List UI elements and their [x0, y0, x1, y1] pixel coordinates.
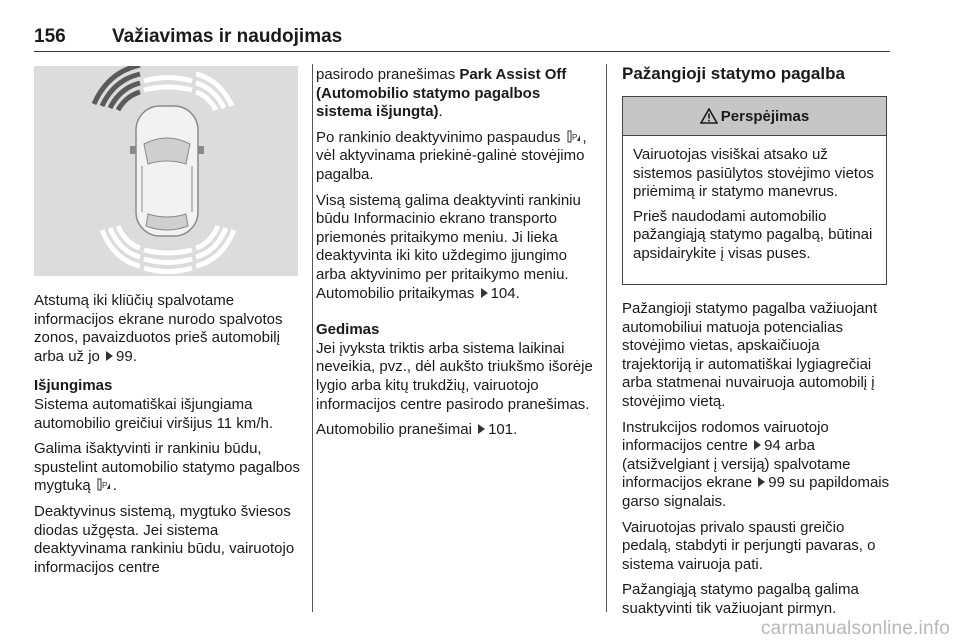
- vehicle-messages-text: Automobilio pranešimai: [316, 421, 472, 439]
- manual-off-paragraph: [34, 440, 306, 496]
- page-reference: 101.: [488, 421, 518, 439]
- menu-deactivation-paragraph: [316, 192, 600, 304]
- advanced-assist-text: Pažangioji statymo pagalba važiuojant automobiliui matuoja potencialias stovėjimo vietas, apskaičiuoja trajektoriją ir automatiškai lygiagrečiai arba statmenai nuvairuoja automobilį į stovėjimo vietą.: [622, 300, 878, 410]
- page-reference: 99.: [116, 347, 137, 365]
- watermark: carmanualsonline.info: [760, 618, 950, 639]
- arrow-reference-icon: [754, 440, 761, 450]
- warning-triangle-icon: [700, 108, 718, 124]
- section-title: Pažangioji statymo pagalba: [622, 64, 845, 83]
- middle-column: [316, 66, 600, 451]
- distance-text: Atstumą iki kliūčių spalvotame informacijos ekrane nurodo spalvotos zonos, pavaizduotos prieš automobilį arba už jo: [34, 292, 283, 365]
- section-heading-fault: Gedimas: [316, 321, 380, 339]
- instructions-ref-1: 94 arba (atsižvelgiant į versiją) spalvotame informacijos ekrane: [622, 437, 851, 492]
- message-paragraph: [316, 66, 600, 122]
- warning-body: [623, 136, 886, 264]
- svg-text:P: P: [101, 481, 108, 491]
- off-section: [34, 377, 306, 433]
- punctuation: .: [438, 103, 443, 121]
- warning-box: [622, 96, 887, 285]
- page-header: [34, 18, 890, 52]
- driver-duties-text: Vairuotojas privalo spausti greičio pedalą, stabdyti ir perjungti pavaras, o sistema vairuoja pati.: [622, 518, 876, 573]
- led-text: Deaktyvinus sistemą, mygtuko šviesos diodas užgęsta. Jei sistema deaktyvinama rankiniu būdu, vairuotojo informacijos centre: [34, 502, 295, 576]
- manual-off-text: Galima išaktyvinti ir rankiniu būdu, spustelint automobilio statymo pagalbos mygtuką: [34, 440, 300, 495]
- auto-off-text: Sistema automatiškai išjungiama automobilio greičiui viršijus 11 km/h.: [34, 395, 273, 432]
- warning-header: [623, 97, 886, 136]
- right-column: [622, 300, 890, 626]
- reactivation-text-a: Po rankinio deaktyvinimo paspaudus: [316, 128, 561, 146]
- page-number: 156: [34, 26, 66, 47]
- message-intro: pasirodo pranešimas: [316, 66, 456, 83]
- distance-paragraph: [34, 292, 306, 366]
- fault-section: [316, 321, 600, 414]
- section-heading-off: Išjungimas: [34, 377, 113, 395]
- park-assist-button-icon: [97, 478, 111, 491]
- svg-text:P: P: [571, 132, 577, 142]
- instructions-ref-2: 99 su papildomais garso signalais.: [622, 474, 890, 510]
- warning-text-2: Prieš naudodami automobilio pažangiąją statymo pagalbą, būtinai apsidairykite į visas puses.: [633, 207, 873, 262]
- warning-text-1: Vairuotojas visiškai atsako už sistemos pasiūlytos stovėjimo vietos priėmimą ir statymo manevrus.: [633, 146, 874, 201]
- arrow-reference-icon: [758, 477, 765, 487]
- warning-label: Perspėjimas: [720, 107, 810, 125]
- reactivation-paragraph: [316, 129, 600, 185]
- arrow-reference-icon: [481, 288, 488, 298]
- punctuation: .: [112, 477, 118, 495]
- column-divider-left: [312, 64, 313, 612]
- led-paragraph: [34, 503, 306, 577]
- fault-text: Jei įvyksta triktis arba sistema laikinai neveikia, pvz., dėl aukšto triukšmo išorėje lygio arba kitų trukdžių, vairuotojo informacijos centre pasirodo pranešimas.: [316, 339, 593, 413]
- park-assist-button-icon: [567, 130, 581, 143]
- forward-only-text: Pažangiąją statymo pagalbą galima suaktyvinti tik važiuojant pirmyn.: [622, 581, 859, 617]
- instructions-text: Instrukcijos rodomos vairuotojo informacijos centre: [622, 418, 829, 455]
- page-reference: 104.: [490, 284, 520, 302]
- vehicle-messages-paragraph: [316, 421, 600, 440]
- instructions-paragraph: [622, 419, 890, 512]
- park-assist-off-message: Park Assist Off (Automobilio statymo pagalbos sistema išjungta): [316, 66, 567, 121]
- arrow-reference-icon: [106, 351, 113, 361]
- parking-sensor-illustration: [34, 66, 298, 276]
- left-column: [34, 292, 306, 588]
- car-sensor-zones-image: [34, 66, 298, 276]
- reactivation-text-b: , vėl aktyvinama priekinė-galinė stovėjimo pagalba.: [316, 128, 587, 183]
- column-divider-right: [606, 64, 607, 612]
- arrow-reference-icon: [478, 424, 485, 434]
- chapter-title: Važiavimas ir naudojimas: [112, 26, 343, 47]
- menu-deactivation-text: Visą sistemą galima deaktyvinti rankiniu būdu Informacinio ekrano transporto priemonės pritaikymo meniu. Ji lieka deaktyvinta iki kito uždegimo įjungimo arba aktyvinimo per pritaikymo meniu. Automobilio pritaikymas: [316, 191, 581, 302]
